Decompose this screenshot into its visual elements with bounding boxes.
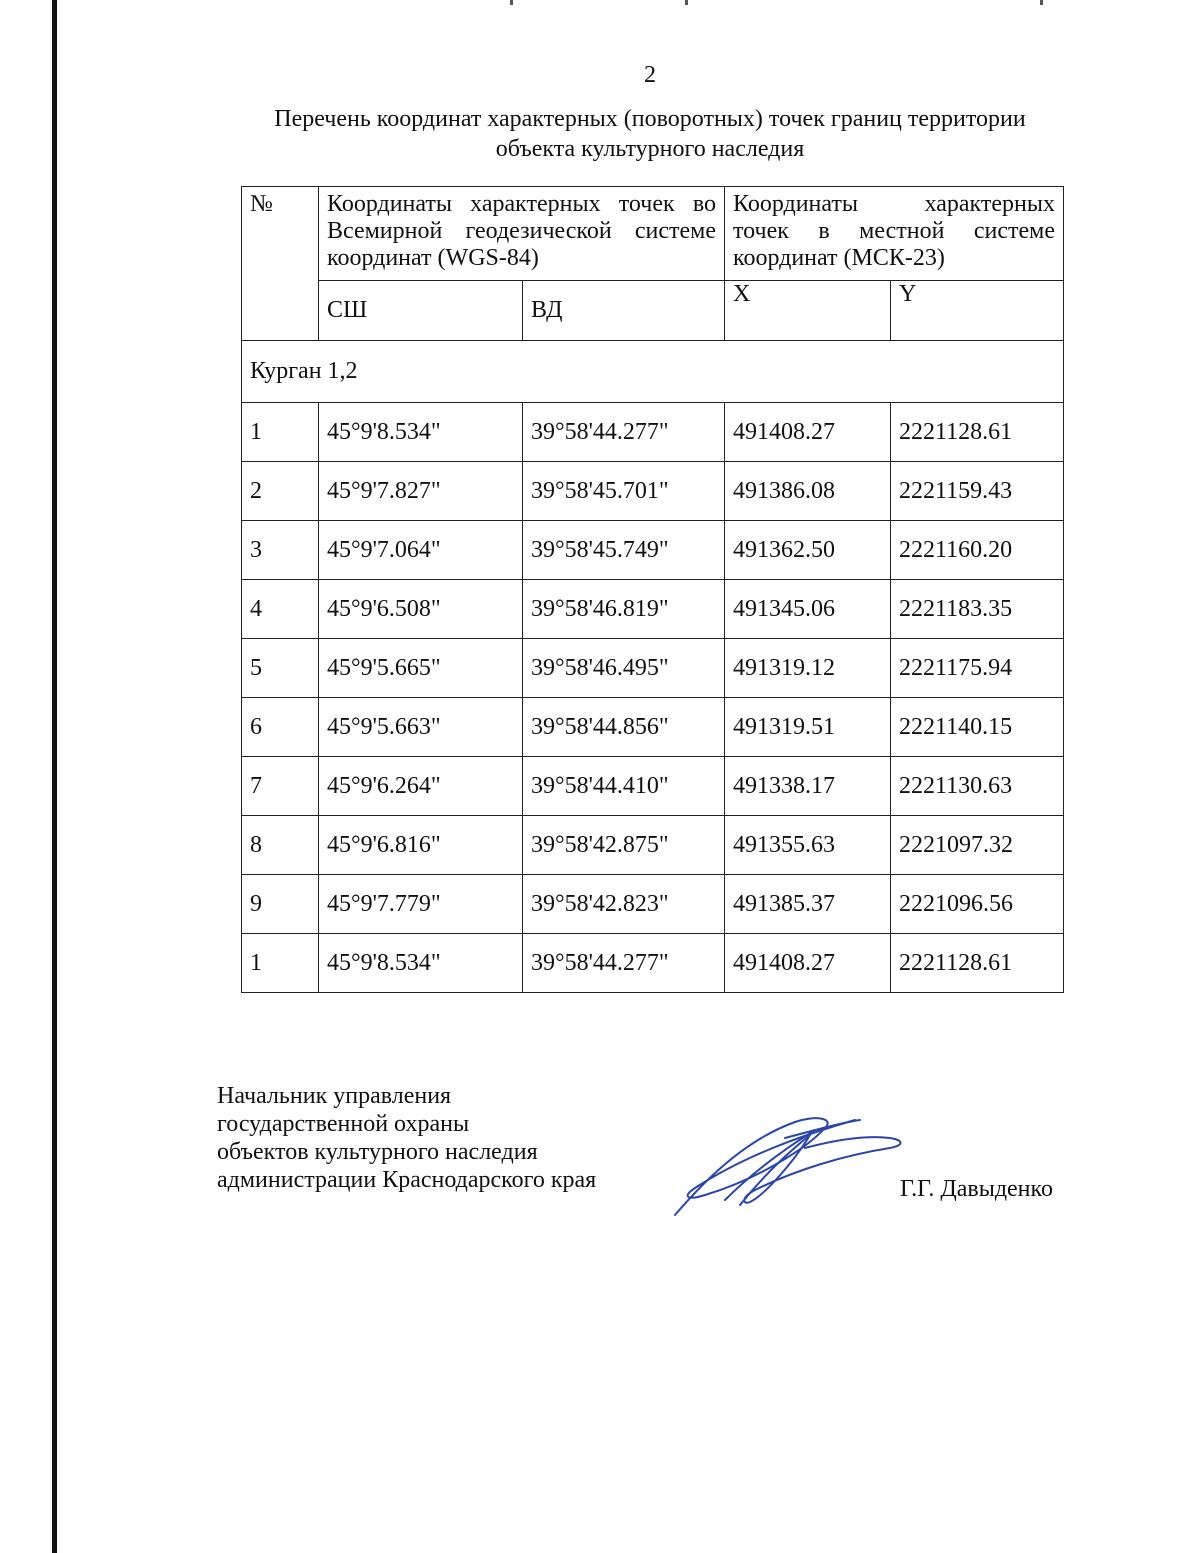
cell-x: 491345.06 [725, 580, 891, 639]
cell-number: 4 [242, 580, 319, 639]
cell-number: 8 [242, 816, 319, 875]
cell-lat: 45°9'8.534" [319, 934, 523, 993]
table-header-row [242, 187, 1064, 281]
cell-lat: 45°9'5.663" [319, 698, 523, 757]
header-msk23-line-1: Координаты характерных [733, 191, 1056, 217]
cell-lon: 39°58'44.277" [523, 403, 725, 462]
cell-y: 2221128.61 [891, 934, 1064, 993]
cell-lon: 39°58'44.277" [523, 934, 725, 993]
cell-y: 2221175.94 [891, 639, 1064, 698]
cell-lat: 45°9'7.779" [319, 875, 523, 934]
table-row [242, 816, 1064, 875]
coordinates-table [241, 186, 1064, 993]
header-x: X [725, 281, 891, 341]
cell-number: 1 [242, 403, 319, 462]
scan-top-marks [470, 0, 1090, 6]
cell-y: 2221160.20 [891, 521, 1064, 580]
scan-edge-bar [52, 0, 57, 1553]
cell-lon: 39°58'45.749" [523, 521, 725, 580]
table-row [242, 403, 1064, 462]
cell-y: 2221128.61 [891, 403, 1064, 462]
cell-lon: 39°58'46.819" [523, 580, 725, 639]
table-row [242, 462, 1064, 521]
table-subheader-row [242, 281, 1064, 341]
cell-lon: 39°58'44.410" [523, 757, 725, 816]
cell-x: 491386.08 [725, 462, 891, 521]
header-lon: ВД [523, 281, 725, 341]
cell-x: 491338.17 [725, 757, 891, 816]
table-row [242, 698, 1064, 757]
cell-x: 491355.63 [725, 816, 891, 875]
cell-lat: 45°9'5.665" [319, 639, 523, 698]
header-wgs84-line-3: координат (WGS-84) [327, 245, 539, 271]
cell-y: 2221097.32 [891, 816, 1064, 875]
table-row [242, 757, 1064, 816]
header-msk23-line-3: координат (МСК-23) [733, 245, 945, 271]
signer-name: Г.Г. Давыденко [900, 1176, 1053, 1202]
cell-lon: 39°58'42.823" [523, 875, 725, 934]
position-line-4: администрации Краснодарского края [217, 1167, 597, 1193]
header-wgs84 [319, 187, 725, 281]
cell-number: 2 [242, 462, 319, 521]
cell-number: 3 [242, 521, 319, 580]
cell-x: 491408.27 [725, 403, 891, 462]
position-line-1: Начальник управления [217, 1083, 452, 1109]
title-line-1: Перечень координат характерных (поворотных) точек границ территории [274, 106, 1026, 132]
page-number: 2 [644, 62, 656, 88]
cell-number: 7 [242, 757, 319, 816]
cell-lon: 39°58'45.701" [523, 462, 725, 521]
cell-lat: 45°9'8.534" [319, 403, 523, 462]
table-row [242, 580, 1064, 639]
table-row [242, 639, 1064, 698]
title-line-2: объекта культурного наследия [495, 136, 805, 162]
header-number: № [242, 187, 319, 341]
cell-number: 5 [242, 639, 319, 698]
cell-lon: 39°58'46.495" [523, 639, 725, 698]
table-row [242, 934, 1064, 993]
section-row [242, 341, 1064, 403]
cell-y: 2221183.35 [891, 580, 1064, 639]
cell-lat: 45°9'6.508" [319, 580, 523, 639]
cell-y: 2221159.43 [891, 462, 1064, 521]
cell-lat: 45°9'6.816" [319, 816, 523, 875]
header-msk23 [725, 187, 1064, 281]
cell-lat: 45°9'6.264" [319, 757, 523, 816]
signatory-position [217, 1082, 596, 1194]
section-label: Курган 1,2 [242, 341, 1064, 403]
cell-y: 2221130.63 [891, 757, 1064, 816]
cell-x: 491362.50 [725, 521, 891, 580]
header-wgs84-line-1: Координаты характерных точек во [327, 191, 716, 217]
cell-y: 2221096.56 [891, 875, 1064, 934]
position-line-2: государственной охраны [217, 1111, 470, 1137]
cell-number: 6 [242, 698, 319, 757]
cell-x: 491408.27 [725, 934, 891, 993]
cell-number: 9 [242, 875, 319, 934]
cell-lat: 45°9'7.827" [319, 462, 523, 521]
cell-lon: 39°58'42.875" [523, 816, 725, 875]
header-y: Y [891, 281, 1064, 341]
cell-x: 491385.37 [725, 875, 891, 934]
cell-y: 2221140.15 [891, 698, 1064, 757]
header-lat: СШ [319, 281, 523, 341]
cell-x: 491319.12 [725, 639, 891, 698]
position-line-3: объектов культурного наследия [217, 1139, 538, 1165]
cell-number: 1 [242, 934, 319, 993]
cell-lon: 39°58'44.856" [523, 698, 725, 757]
header-msk23-line-2: точек в местной системе [733, 218, 1056, 244]
table-row [242, 521, 1064, 580]
cell-x: 491319.51 [725, 698, 891, 757]
cell-lat: 45°9'7.064" [319, 521, 523, 580]
handwritten-signature [665, 1110, 915, 1220]
document-title [200, 104, 1100, 164]
header-wgs84-line-2: Всемирной геодезической системе [327, 218, 716, 244]
table-row [242, 875, 1064, 934]
